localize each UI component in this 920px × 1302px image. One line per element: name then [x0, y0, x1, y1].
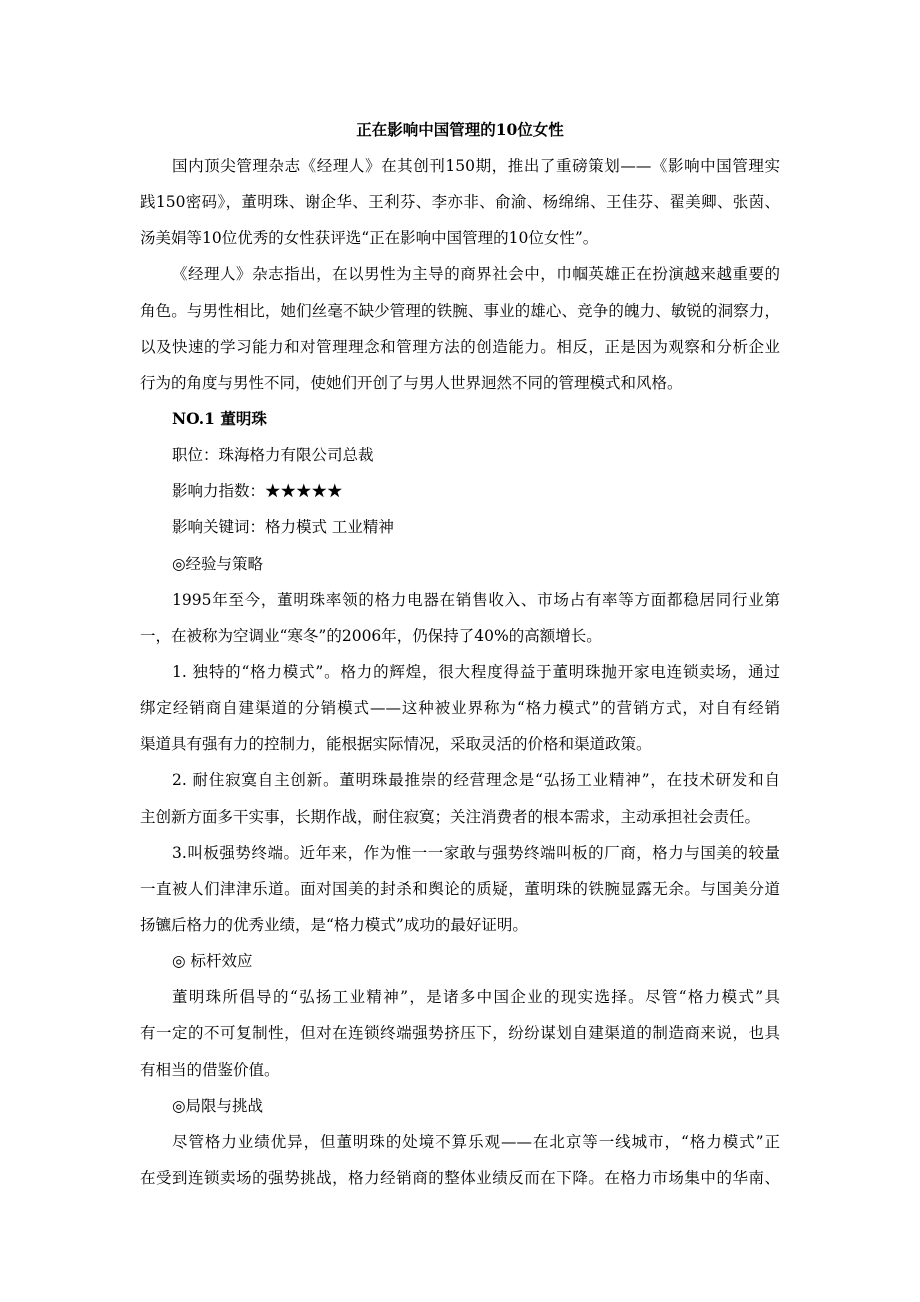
- paragraph-line: ◎ 标杆效应: [172, 952, 253, 971]
- paragraph-line: 角色。与男性相比，她们丝毫不缺少管理的铁腕、事业的雄心、竞争的魄力、敏锐的洞察力，: [140, 301, 780, 320]
- paragraph-line: 践150密码》，董明珠、谢企华、王利芬、李亦非、俞渝、杨绵绵、王佳芬、翟美卿、张茵、: [140, 193, 780, 212]
- paragraph: [140, 762, 780, 834]
- paragraph-line: 1995年至今，董明珠率领的格力电器在销售收入、市场占有率等方面都稳居同行业第: [172, 590, 780, 609]
- paragraph-line: 一直被人们津津乐道。面对国美的封杀和舆论的质疑，董明珠的铁腕显露无余。与国美分道: [140, 879, 780, 898]
- document-page: [140, 112, 780, 1196]
- paragraph-line: 一，在被称为空调业“寒冬”的2006年，仍保持了40%的高额增长。: [140, 626, 602, 645]
- paragraph-line: 渠道具有强有力的控制力，能根据实际情况，采取灵活的价格和渠道政策。: [140, 735, 652, 754]
- paragraph: [140, 1088, 780, 1124]
- paragraph-line: 3.叫板强势终端。近年来，作为惟一一家敢与强势终端叫板的厂商，格力与国美的较量: [172, 843, 780, 862]
- paragraph: [140, 401, 780, 437]
- paragraph-line: 2. 耐住寂寞自主创新。董明珠最推崇的经营理念是“弘扬工业精神”，在技术研发和自: [172, 771, 780, 790]
- paragraph-line: 以及快速的学习能力和对管理理念和管理方法的创造能力。相反，正是因为观察和分析企业: [140, 337, 780, 356]
- paragraph-line: 《经理人》杂志指出，在以男性为主导的商界社会中，巾帼英雄正在扮演越来越重要的: [172, 265, 780, 284]
- paragraph: [140, 509, 780, 545]
- paragraph: [140, 148, 780, 256]
- paragraph-line: 职位：珠海格力有限公司总裁: [172, 446, 374, 465]
- paragraph: [140, 654, 780, 762]
- paragraph: [140, 582, 780, 654]
- paragraph-line: 行为的角度与男性不同，使她们开创了与男人世界迥然不同的管理模式和风格。: [140, 373, 683, 392]
- paragraph: [140, 943, 780, 979]
- document-title: 正在影响中国管理的10位女性: [356, 120, 564, 139]
- paragraph-line: ◎经验与策略: [172, 554, 264, 573]
- paragraph: [140, 437, 780, 473]
- paragraph-line: 汤美娟等10位优秀的女性获评选“正在影响中国管理的10位女性”。: [140, 229, 599, 248]
- paragraph: [140, 256, 780, 401]
- paragraph-line: 在受到连锁卖场的强势挑战，格力经销商的整体业绩反而在下降。在格力市场集中的华南、: [140, 1168, 780, 1187]
- paragraph-line: 有一定的不可复制性，但对在连锁终端强势挤压下，纷纷谋划自建渠道的制造商来说，也具: [140, 1024, 780, 1043]
- paragraph: [140, 835, 780, 943]
- paragraph-line: 绑定经销商自建渠道的分销模式——这种被业界称为“格力模式”的营销方式，对自有经销: [140, 699, 780, 718]
- paragraph-line: 主创新方面多干实事，长期作战，耐住寂寞；关注消费者的根本需求，主动承担社会责任。: [140, 807, 761, 826]
- paragraph: [140, 473, 780, 509]
- paragraph: [140, 546, 780, 582]
- paragraph-line: 影响关键词：格力模式 工业精神: [172, 518, 394, 537]
- paragraph-line: 国内顶尖管理杂志《经理人》在其创刊150期，推出了重磅策划——《影响中国管理实: [172, 157, 780, 175]
- paragraph-line: 影响力指数：★★★★★: [172, 482, 343, 501]
- paragraph-line: NO.1 董明珠: [172, 408, 267, 428]
- document-body: [140, 148, 780, 1196]
- paragraph-line: 有相当的借鉴价值。: [140, 1060, 280, 1079]
- paragraph-line: 扬镳后格力的优秀业绩，是“格力模式”成功的最好证明。: [140, 915, 528, 934]
- paragraph: [140, 1124, 780, 1196]
- paragraph: [140, 979, 780, 1087]
- paragraph-line: ◎局限与挑战: [172, 1096, 264, 1115]
- paragraph-line: 尽管格力业绩优异，但董明珠的处境不算乐观——在北京等一线城市，“格力模式”正: [172, 1132, 780, 1151]
- paragraph-line: 董明珠所倡导的“弘扬工业精神”，是诸多中国企业的现实选择。尽管“格力模式”具: [172, 988, 780, 1007]
- paragraph-line: 1. 独特的“格力模式”。格力的辉煌，很大程度得益于董明珠抛开家电连锁卖场，通过: [172, 662, 780, 681]
